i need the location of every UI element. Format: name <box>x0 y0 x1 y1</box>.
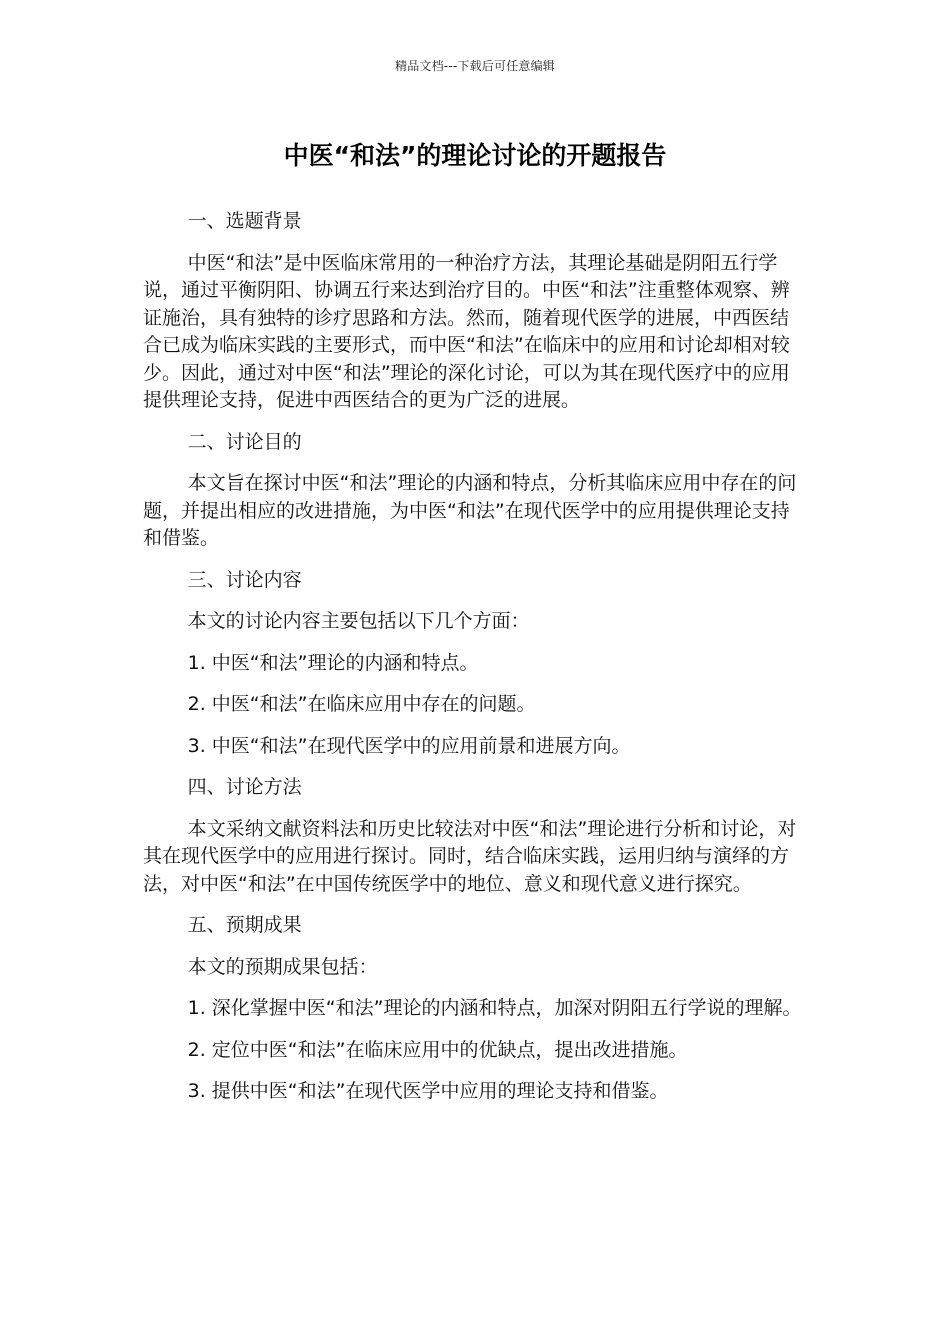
background-paragraph: 中医“和法”是中医临床常用的一种治疗方法，其理论基础是阴阳五行学说，通过平衡阴阳、协调五行来达到治疗目的。中医“和法”注重整体观察、辨证施治，具有独特的诊疗思路和方法。然而，随着现代医学的进展，中西医结合已成为临床实践的主要形式，而中医“和法”在临床中的应用和讨论却相对较少。因此，通过对中医“和法”理论的深化讨论，可以为其在现代医疗中的应用提供理论支持，促进中西医结合的更为广泛的进展。 <box>143 251 790 411</box>
content-intro-paragraph: 本文的讨论内容主要包括以下几个方面： <box>187 610 530 632</box>
section-heading-background: 一、选题背景 <box>187 210 302 232</box>
outcome-list-item: 2. 定位中医“和法”在临床应用中的优缺点，提出改进措施。 <box>187 1038 688 1061</box>
content-list-item: 1. 中医“和法”理论的内涵和特点。 <box>187 651 479 674</box>
purpose-paragraph: 本文旨在探讨中医“和法”理论的内涵和特点，分析其临床应用中存在的问题，并提出相应的改进措施，为中医“和法”在现代医学中的应用提供理论支持和借鉴。 <box>143 472 797 549</box>
section-heading-method: 四、讨论方法 <box>187 776 302 798</box>
document-body <box>143 208 803 1120</box>
outcomes-intro-paragraph: 本文的预期成果包括： <box>187 955 378 978</box>
content-list-item: 3. 中医“和法”在现代医学中的应用前景和进展方向。 <box>187 734 631 757</box>
section-heading-outcomes: 五、预期成果 <box>187 914 302 936</box>
method-paragraph: 本文采纳文献资料法和历史比较法对中医“和法”理论进行分析和讨论，对其在现代医学中的应用进行探讨。同时，结合临床实践，运用归纳与演绎的方法，对中医“和法”在中国传统医学中的地位、意义和现代意义进行探究。 <box>143 817 797 895</box>
outcome-list-item: 3. 提供中医“和法”在现代医学中应用的理论支持和借鉴。 <box>187 1080 669 1102</box>
content-list-item: 2. 中医“和法”在临床应用中存在的问题。 <box>187 693 536 715</box>
section-heading-purpose: 二、讨论目的 <box>187 430 302 453</box>
section-heading-content: 三、讨论内容 <box>187 568 302 591</box>
outcome-list-item: 1. 深化掌握中医“和法”理论的内涵和特点，加深对阴阳五行学说的理解。 <box>187 997 802 1019</box>
page-header-note: 精品文档---下载后可任意编辑 <box>395 59 555 73</box>
document-title: 中医“和法”的理论讨论的开题报告 <box>283 141 667 170</box>
